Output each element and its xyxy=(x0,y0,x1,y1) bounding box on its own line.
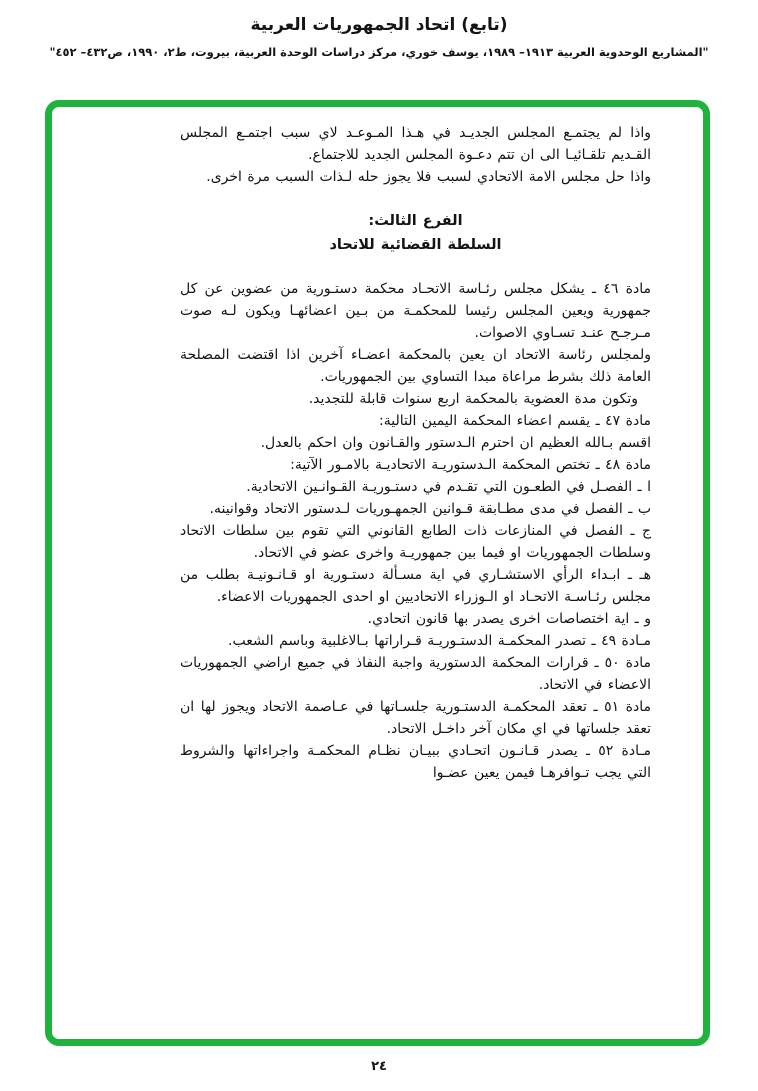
article-48-item-ba: ب ـ الفصل في مدى مطـابقة قـوانين الجمهـوريات لـدستور الاتحاد وقوانينه. xyxy=(209,501,651,517)
page-number: ٢٤ xyxy=(371,1059,387,1074)
article-47: مادة ٤٧ ـ يقسم اعضاء المحكمة اليمين التالية: xyxy=(379,413,651,429)
article-48-item-ha: هـ ـ ابـداء الرأي الاستشـاري في اية مسـألة دستـورية او قـانـونيـة بطلب من مجلس رئـاسـة الاتحـاد او الـوزراء الاتحاديين او احدى الجمهوريات الاعضاء. xyxy=(180,567,651,605)
article-49: مـادة ٤٩ ـ تصدر المحكمـة الدستـوريـة قـراراتها بـالاغلبية وباسم الشعب. xyxy=(228,633,651,649)
article-46: مادة ٤٦ ـ يشكل مجلس رئـاسة الاتحـاد محكمة دستـورية من عضوين عن كل جمهورية ويعين المجلس رئيسا للمحكمـة من بـين اعضائهـا ويكون لـه صوت مـرجـح عنـد تسـاوي الاصوات. xyxy=(180,281,651,341)
document-body xyxy=(52,107,703,784)
paragraph-new-council: واذا لم يجتمـع المجلس الجديـد في هـذا المـوعـد لاي سبب اجتمـع المجلس القـديم تلقـائيـا الى ان تتم دعـوة المجلس الجديد للاجتماع. xyxy=(180,125,651,163)
source-citation: "المشاريع الوحدوية العربية ١٩١٣– ١٩٨٩، يوسف خوري، مركز دراسات الوحدة العربية، بيروت، ط٢، ١٩٩٠، ص٤٣٢– ٤٥٢" xyxy=(49,45,709,59)
article-47-oath: اقسم بـالله العظيم ان احترم الـدستور والقـانون وان احكم بالعدل. xyxy=(260,435,651,451)
page-header xyxy=(0,13,758,60)
article-48-item-alef: ا ـ الفصـل في الطعـون التي تقـدم في دستـوريـة القـوانـين الاتحادية. xyxy=(246,479,651,495)
article-46-appointments: ولمجلس رئاسة الاتحاد ان يعين بالمحكمة اعضـاء آخرين اذا اقتضت المصلحة العامة ذلك بشرط مراعاة مبدا التساوي بين الجمهوريات. xyxy=(180,347,651,385)
page-title: (تابع) اتحاد الجمهوريات العربية xyxy=(250,15,508,35)
article-48: مادة ٤٨ ـ تختص المحكمة الـدستوريـة الاتحاديـة بالامـور الآتية: xyxy=(290,457,651,473)
scanned-document-page xyxy=(0,13,758,1091)
green-frame xyxy=(45,100,710,1046)
paragraph-dissolution: واذا حل مجلس الامة الاتحادي لسبب فلا يجوز حله لـذات السبب مرة اخرى. xyxy=(206,169,651,185)
article-48-item-waw: و ـ اية اختصاصات اخرى يصدر بها قانون اتحادي. xyxy=(367,611,651,627)
article-46-term: وتكون مدة العضوية بالمحكمة اربع سنوات قابلة للتجديد. xyxy=(308,391,638,407)
page-footer xyxy=(0,1059,758,1074)
section-heading-number: الفرع الثالث: xyxy=(368,213,463,229)
article-52: مـادة ٥٢ ـ يصدر قـانـون اتحـادي ببيـان نظـام المحكمـة واجراءاتها والشروط التي يجب تـوافرهـا فيمن يعين عضـوا xyxy=(180,743,651,781)
section-heading-title: السلطة القضائية للاتحاد xyxy=(329,237,502,253)
article-50: مادة ٥٠ ـ قرارات المحكمة الدستورية واجبة النفاذ في جميع اراضي الجمهوريات الاعضاء في الاتحاد. xyxy=(180,655,651,693)
section-heading xyxy=(180,209,651,257)
article-51: مادة ٥١ ـ تعقد المحكمـة الدستـورية جلسـاتها في عـاصمة الاتحاد ويجوز لها ان تعقد جلساتها في اي مكان آخر داخـل الاتحاد. xyxy=(180,699,651,737)
article-48-item-jim: ج ـ الفصل في المنازعات ذات الطابع القانوني التي تقوم بين سلطات الاتحاد وسلطات الجمهوريات او فيما بين جمهوريـة واخرى عضو في الاتحاد. xyxy=(180,523,651,561)
